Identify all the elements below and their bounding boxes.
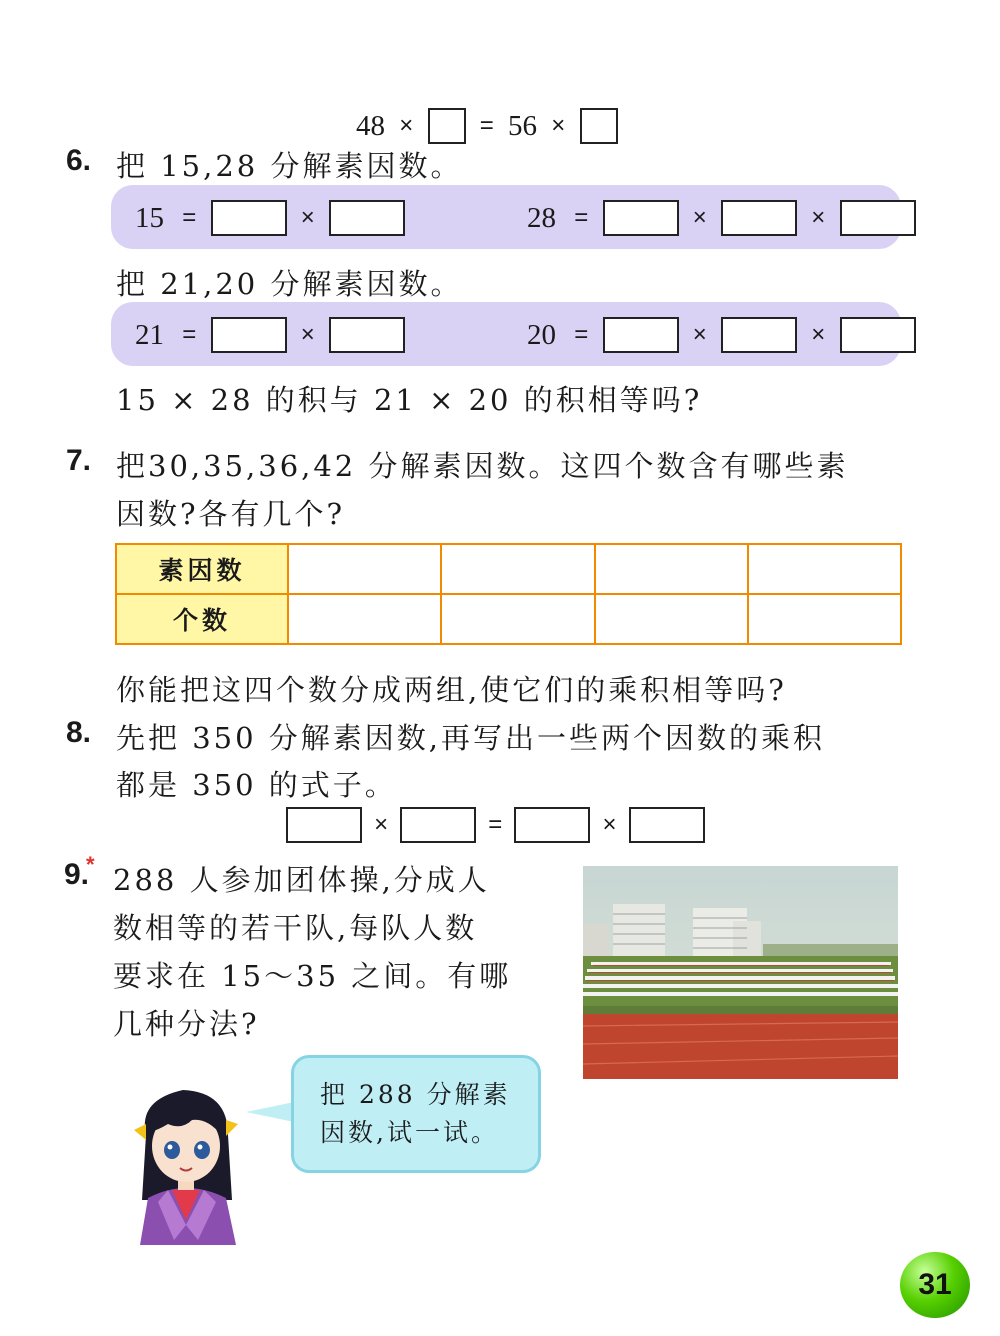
equals-sign: = — [574, 204, 589, 232]
optional-star: * — [86, 852, 95, 877]
prime-factor-table — [115, 543, 902, 645]
bubble-text — [320, 1076, 511, 1152]
answer-box[interactable] — [329, 200, 405, 236]
question-6-number: 6. — [66, 144, 92, 177]
answer-box[interactable] — [603, 200, 679, 236]
question-8-number: 8. — [66, 716, 92, 749]
table-cell[interactable] — [441, 544, 594, 594]
factor-band-1 — [111, 185, 901, 249]
question-7-number: 7. — [66, 444, 92, 477]
times-sign: × — [692, 321, 707, 349]
equals-sign: = — [574, 321, 589, 349]
times-sign: × — [692, 204, 707, 232]
equals-sign: = — [182, 321, 197, 349]
times-sign: × — [399, 112, 414, 140]
equals-sign: = — [182, 204, 197, 232]
table-cell[interactable] — [288, 544, 441, 594]
factor-label: 21 — [135, 318, 164, 351]
table-cell[interactable] — [595, 544, 748, 594]
question-9-line-2: 数相等的若干队,每队人数 — [113, 911, 478, 945]
table-cell[interactable] — [748, 594, 901, 644]
answer-box[interactable] — [211, 317, 287, 353]
answer-box[interactable] — [629, 807, 705, 843]
answer-box[interactable] — [721, 200, 797, 236]
times-sign: × — [811, 321, 826, 349]
factor-label: 20 — [527, 318, 556, 351]
girl-illustration — [128, 1080, 248, 1250]
table-cell[interactable] — [288, 594, 441, 644]
factor-equation-21 — [135, 317, 405, 353]
answer-box[interactable] — [286, 807, 362, 843]
factor-label: 28 — [527, 201, 556, 234]
times-sign: × — [811, 204, 826, 232]
factor-label: 15 — [135, 201, 164, 234]
answer-box[interactable] — [840, 200, 916, 236]
answer-box[interactable] — [211, 200, 287, 236]
equals-sign: = — [488, 811, 503, 838]
answer-box[interactable] — [514, 807, 590, 843]
times-sign: × — [300, 204, 315, 232]
bubble-line-1: 把 288 分解素 — [320, 1080, 511, 1109]
question-7-followup: 你能把这四个数分成两组,使它们的乘积相等吗? — [116, 673, 787, 707]
answer-box[interactable] — [580, 108, 618, 144]
question-8-line-2: 都是 350 的式子。 — [116, 768, 397, 802]
factor-equation-28 — [527, 200, 916, 236]
bubble-tail — [246, 1102, 294, 1122]
question-9-line-4: 几种分法? — [113, 1007, 260, 1041]
answer-box[interactable] — [721, 317, 797, 353]
times-sign: × — [300, 321, 315, 349]
table-cell[interactable] — [748, 544, 901, 594]
question-9-number: 9. — [64, 858, 90, 891]
table-cell[interactable] — [595, 594, 748, 644]
top-eq-right: 56 — [508, 109, 537, 142]
equals-sign: = — [479, 112, 494, 140]
table-cell[interactable] — [441, 594, 594, 644]
factor-equation-15 — [135, 200, 405, 236]
question-7-line-2: 因数?各有几个? — [116, 497, 346, 531]
factor-equation-20 — [527, 317, 916, 353]
question-6-text-2: 把 21,20 分解素因数。 — [116, 267, 463, 301]
answer-box[interactable] — [400, 807, 476, 843]
speech-bubble — [291, 1055, 541, 1173]
top-eq-left: 48 — [356, 109, 385, 142]
question-7-line-1: 把30,35,36,42 分解素因数。这四个数含有哪些素 — [116, 449, 849, 483]
group-exercise-photo — [583, 866, 898, 1079]
top-equation — [356, 108, 618, 144]
question-6-text: 把 15,28 分解素因数。 — [116, 149, 463, 183]
page-number-badge: 31 — [900, 1252, 970, 1318]
question-9-line-3: 要求在 15～35 之间。有哪 — [113, 959, 512, 993]
table-header-count: 个数 — [116, 594, 288, 644]
times-sign: × — [374, 811, 389, 838]
table-header-prime: 素因数 — [116, 544, 288, 594]
times-sign: × — [602, 811, 617, 838]
answer-box[interactable] — [428, 108, 466, 144]
question-8-equation — [286, 807, 705, 843]
answer-box[interactable] — [329, 317, 405, 353]
question-6-followup: 15 × 28 的积与 21 × 20 的积相等吗? — [116, 383, 703, 417]
times-sign: × — [551, 112, 566, 140]
question-8-line-1: 先把 350 分解素因数,再写出一些两个因数的乘积 — [116, 721, 826, 755]
factor-band-2 — [111, 302, 901, 366]
question-9-line-1: 288 人参加团体操,分成人 — [113, 863, 490, 897]
table-row — [116, 544, 901, 594]
table-row — [116, 594, 901, 644]
bubble-line-2: 因数,试一试。 — [320, 1118, 499, 1147]
answer-box[interactable] — [603, 317, 679, 353]
answer-box[interactable] — [840, 317, 916, 353]
